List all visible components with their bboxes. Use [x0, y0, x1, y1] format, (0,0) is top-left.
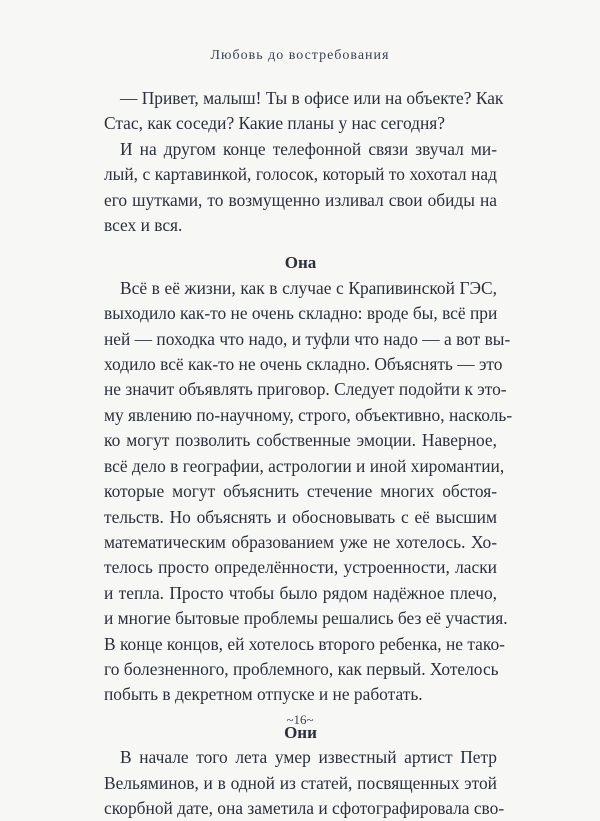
text-line: и многие бытовые проблемы решались без её участия. [104, 608, 508, 629]
text-line: Вельяминов, и в одной из статей, посвященных этой [104, 772, 497, 793]
page-number: ~16~ [286, 712, 314, 727]
text-line: телось просто определённости, устроенности, ласки [104, 557, 497, 578]
text-line: побыть в декретном отпуске и не работать. [104, 684, 423, 705]
text-line: всех и вся. [104, 215, 183, 236]
text-line: го болезненного, проблемного, как первый. Хотелось [104, 658, 499, 679]
text-line: ходило всё как-то не очень складно. Объяснять — это [104, 354, 503, 375]
text-line: математическим образованием уже не хотелось. Хо- [104, 531, 497, 552]
text-line: ко могут позволить собственные эмоции. Наверное, [104, 430, 497, 451]
section-heading: Она [284, 253, 317, 273]
text-line: тельств. Но объяснять и обосновывать с её высшим [104, 506, 497, 527]
text-line: Стас, как соседи? Какие планы у нас сегодня? [104, 113, 446, 134]
text-line: и тепла. Просто чтобы было рядом надёжное плечо, [104, 582, 497, 603]
text-line: В начале того лета умер известный артист Петр [120, 747, 497, 768]
text-line: скорбной дате, она заметила и сфотографировала сво- [104, 797, 505, 818]
text-line: ней — походка что надо, и туфли что надо — а вот вы- [104, 328, 511, 349]
text-line: выходило как-то не очень складно: вроде бы, всё при [104, 303, 498, 324]
text-line: — Привет, малыш! Ты в офисе или на объекте? Как [120, 88, 504, 108]
body-text [104, 86, 513, 821]
text-line: которые могут объяснить стечение многих обстоя- [104, 481, 497, 502]
text-line: его шутками, то возмущенно изливал свои обиды на [104, 189, 497, 210]
text-line: лый, с картавинкой, голосок, который то хохотал над [104, 164, 497, 185]
text-line: всё дело в географии, астрологии и иной хиромантии, [104, 455, 505, 476]
text-line: И на другом конце телефонной связи звучал ми- [120, 138, 497, 159]
text-line: Всё в её жизни, как в случае с Крапивинской ГЭС, [120, 277, 497, 298]
section-heading: Они [284, 722, 317, 742]
running-head: Любовь до востребования [210, 48, 390, 63]
text-line: В конце концов, ей хотелось второго ребенка, не тако- [104, 633, 505, 654]
text-line: му явлению по-научному, строго, объективно, насколь- [104, 404, 513, 425]
text-line: не значит объявлять приговор. Следует подойти к это- [104, 379, 507, 400]
section-gap [104, 238, 497, 250]
